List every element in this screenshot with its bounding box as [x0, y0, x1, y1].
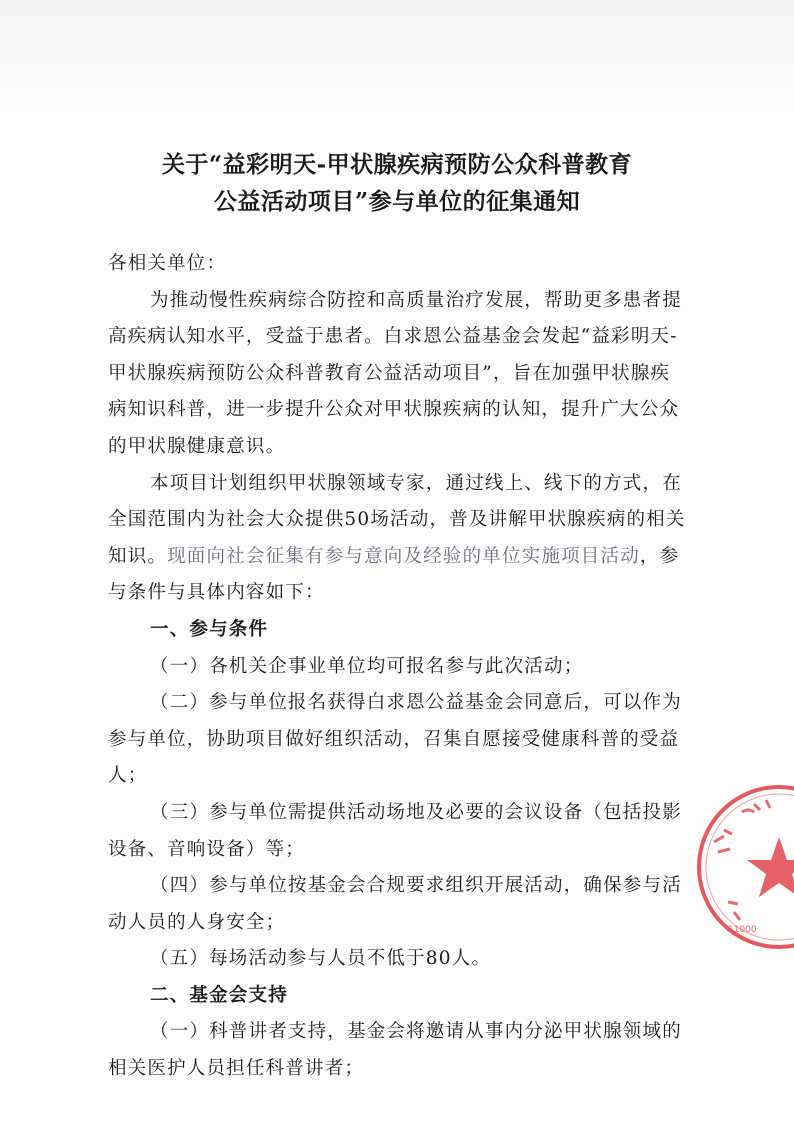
section-1-item-5: （五）每场活动参与人员不低于80人。: [150, 948, 492, 970]
paragraph-2-text-end: ，参: [639, 545, 680, 567]
title-line-1: 关于“益彩明天-甲状腺疾病预防公众科普教育: [161, 151, 633, 178]
title-line-2: 公益活动项目”参与单位的征集通知: [213, 188, 581, 215]
paragraph-2-faint-text: 现面向社会征集有参与意向及经验的单位实施项目活动: [167, 545, 640, 567]
svg-text:11000: 11000: [728, 925, 757, 935]
section-1-item-2-line-3: 人；: [108, 765, 148, 787]
section-2-item-1-line-1: （一）科普讲者支持，基金会将邀请从事内分泌甲状腺领域的: [150, 1021, 682, 1043]
seal-star-icon: [747, 837, 794, 897]
section-1-item-2-line-1: （二）参与单位报名获得白求恩公益基金会同意后，可以作为: [150, 692, 682, 714]
paragraph-2-line-3: [108, 539, 696, 576]
paragraph-2-text: 知识。: [108, 545, 168, 567]
paragraph-1-line-4: 病知识科普，进一步提升公众对甲状腺疾病的认知，提升广大公众: [108, 399, 680, 421]
scan-shadow: [0, 0, 794, 120]
paragraph-1-line-3: 甲状腺疾病预防公众科普教育公益活动项目”，旨在加强甲状腺疾: [108, 362, 671, 384]
paragraph-1-line-1: 为推动慢性疾病综合防控和高质量治疗发展，帮助更多患者提: [150, 289, 682, 311]
paragraph-2-line-4: 与条件与具体内容如下：: [108, 582, 325, 604]
paragraph-2-line-1: 本项目计划组织甲状腺领域专家，通过线上、线下的方式，在: [150, 472, 682, 494]
section-1-item-3-line-2: 设备、音响设备）等；: [108, 838, 306, 860]
paragraph-1-line-5: 的甲状腺健康意识。: [108, 435, 286, 457]
section-2-item-1-line-2: 相关医护人员担任科普讲者；: [108, 1058, 365, 1080]
document-body: [108, 246, 696, 1088]
section-1-item-3-line-1: （三）参与单位需提供活动场地及必要的会议设备（包括投影: [150, 801, 682, 823]
official-seal-stamp: [694, 782, 794, 952]
section-2-heading: 二、基金会支持: [150, 984, 288, 1006]
paragraph-2-line-2: 全国范围内为社会大众提供50场活动，普及讲解甲状腺疾病的相关: [108, 509, 686, 531]
section-1-item-4-line-1: （四）参与单位按基金会合规要求组织开展活动，确保参与活: [150, 875, 682, 897]
section-1-item-4-line-2: 动人员的人身安全；: [108, 911, 286, 933]
section-1-item-2-line-2: 参与单位，协助项目做好组织活动，召集自愿接受健康科普的受益: [108, 728, 680, 750]
section-1-heading: 一、参与条件: [150, 618, 269, 640]
document-title: [0, 146, 794, 220]
salutation: 各相关单位：: [108, 253, 227, 274]
paragraph-1-line-2: 高疾病认知水平，受益于患者。白求恩公益基金会发起“益彩明天-: [108, 326, 678, 348]
section-1-item-1: （一）各机关企事业单位均可报名参与此次活动；: [150, 655, 584, 677]
